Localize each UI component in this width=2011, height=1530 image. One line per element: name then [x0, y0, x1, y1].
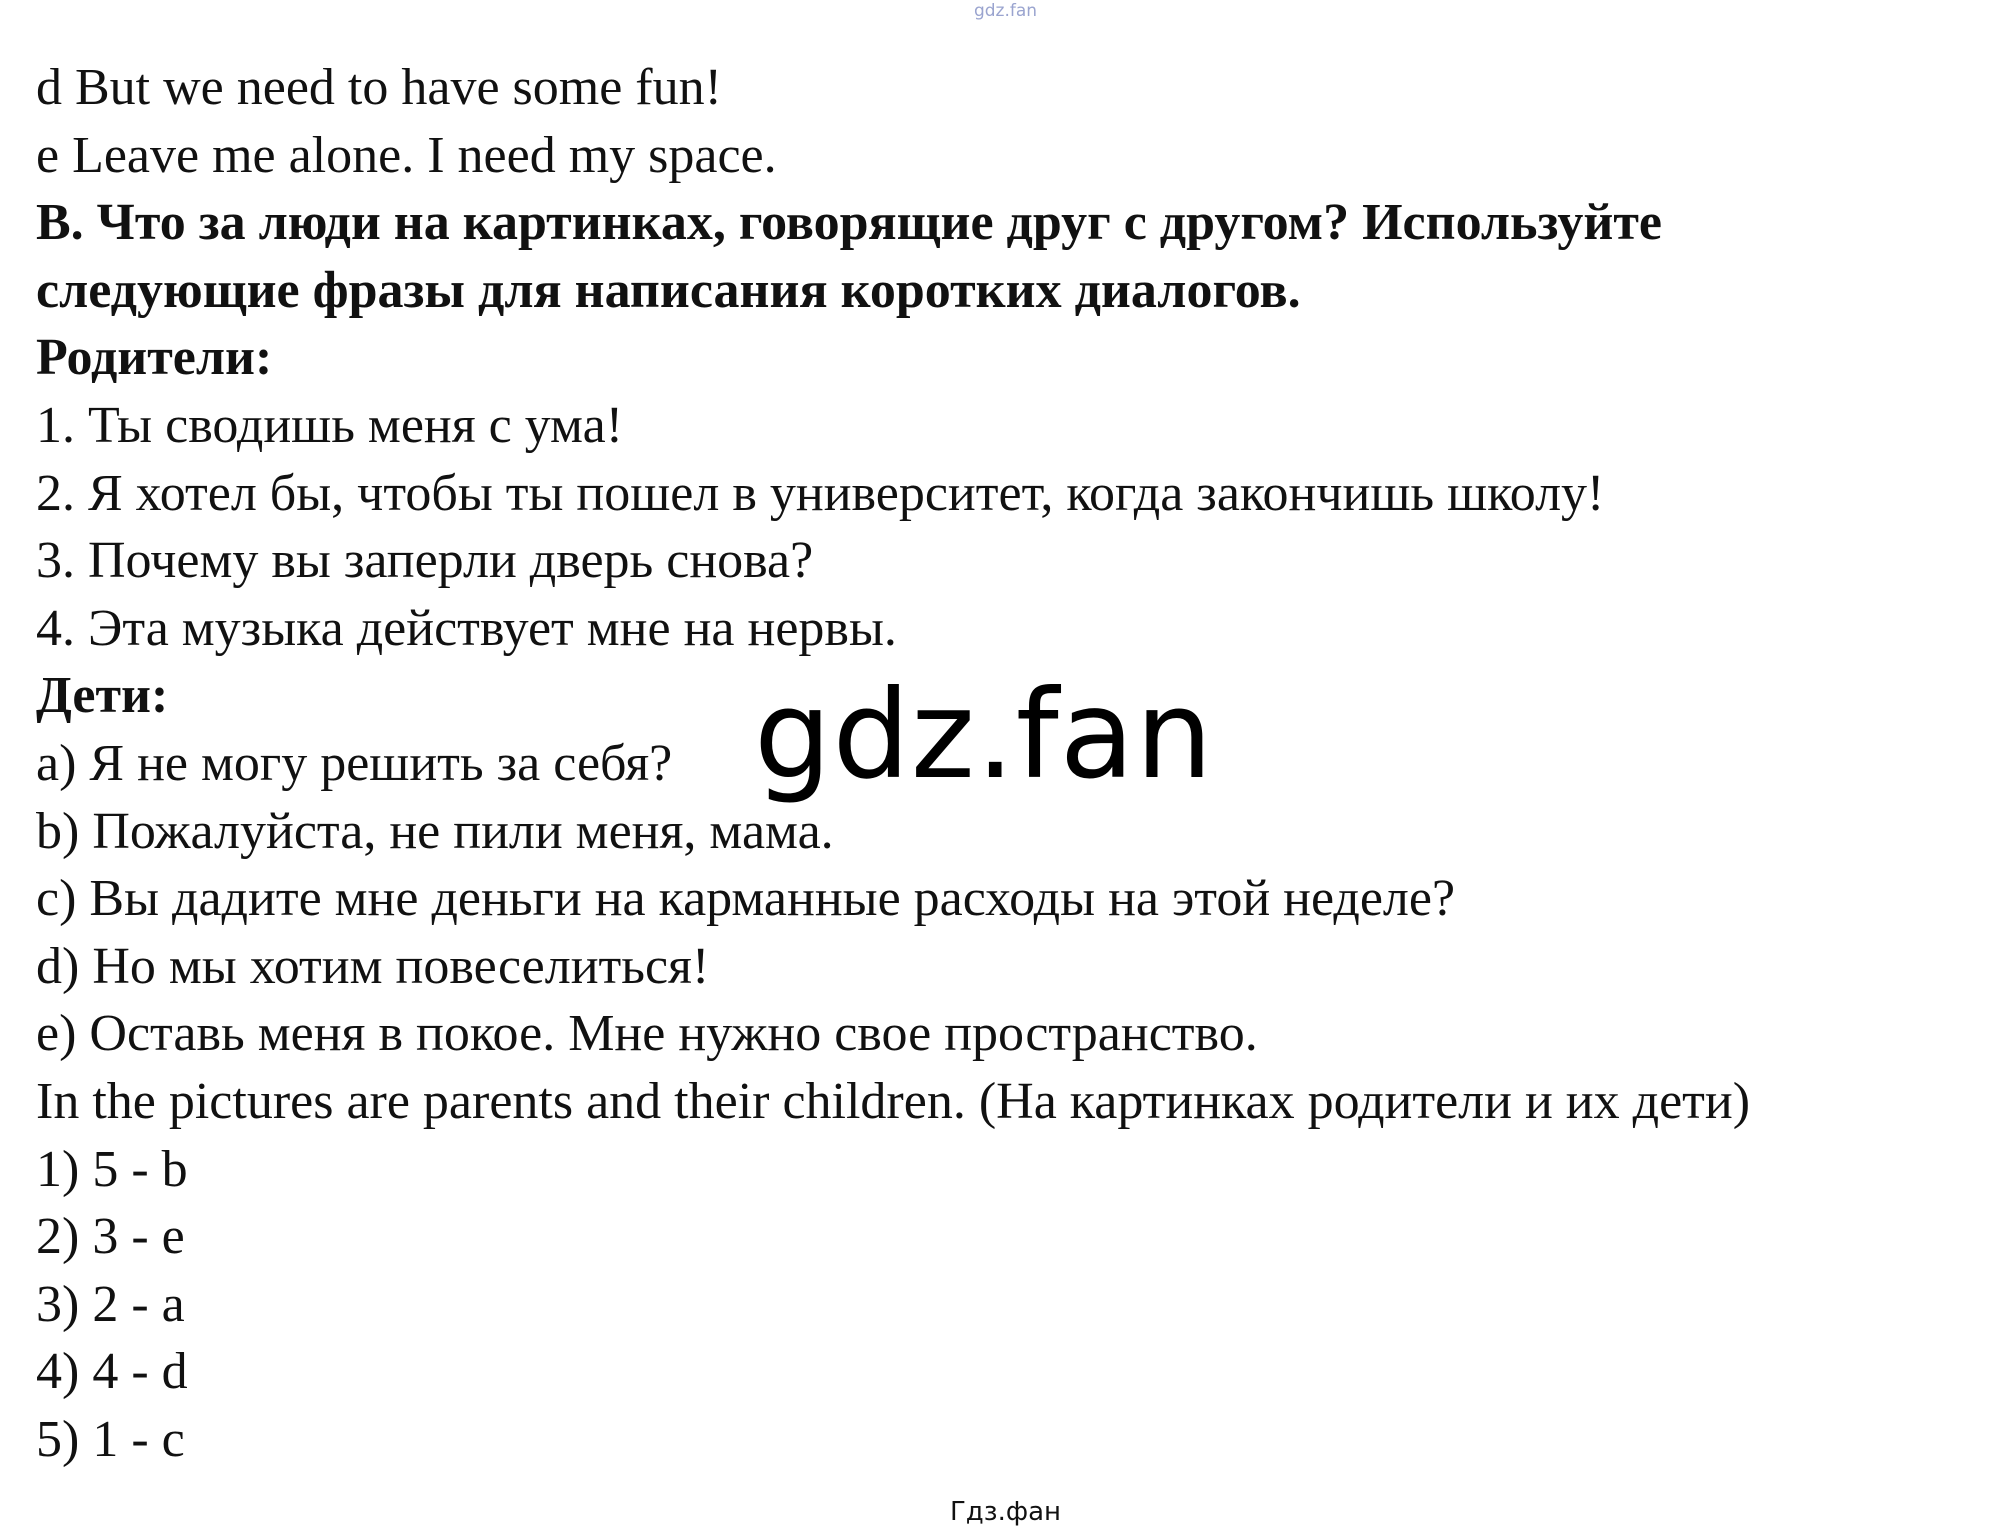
- section-heading-children: Дети:: [36, 667, 169, 725]
- answer-item: 5) 1 - c: [36, 1410, 185, 1468]
- list-item: d) Но мы хотим повеселиться!: [36, 937, 710, 995]
- bottom-watermark: Гдз.фан: [949, 1497, 1062, 1527]
- task-heading-line: следующие фразы для написания коротких диалогов.: [36, 261, 1301, 319]
- list-item: c) Вы дадите мне деньги на карманные расходы на этой неделе?: [36, 870, 1456, 928]
- list-item: 4. Эта музыка действует мне на нервы.: [36, 599, 897, 657]
- list-item: e) Оставь меня в покое. Мне нужно свое пространство.: [36, 1005, 1258, 1063]
- list-item: a) Я не могу решить за себя?: [36, 734, 673, 792]
- top-watermark: gdz.fan: [973, 1, 1038, 21]
- center-watermark: gdz.fan: [754, 664, 1214, 806]
- answer-item: 2) 3 - e: [36, 1208, 185, 1266]
- list-item: 1. Ты сводишь меня с ума!: [36, 396, 624, 454]
- section-heading-parents: Родители:: [36, 329, 273, 387]
- answer-item: 4) 4 - d: [36, 1343, 188, 1401]
- text-line: d But we need to have some fun!: [36, 59, 722, 116]
- answer-item: 1) 5 - b: [36, 1140, 188, 1198]
- list-item: 3. Почему вы заперли дверь снова?: [36, 532, 814, 590]
- task-heading-line: B. Что за люди на картинках, говорящие друг с другом? Используйте: [36, 194, 1662, 252]
- list-item: b) Пожалуйста, не пили меня, мама.: [36, 802, 834, 860]
- list-item: 2. Я хотел бы, чтобы ты пошел в университет, когда закончишь школу!: [36, 464, 1605, 522]
- summary-line: In the pictures are parents and their children. (На картинках родители и их дети): [36, 1072, 1751, 1130]
- text-line: e Leave me alone. I need my space.: [36, 126, 777, 184]
- answer-item: 3) 2 - a: [36, 1275, 185, 1333]
